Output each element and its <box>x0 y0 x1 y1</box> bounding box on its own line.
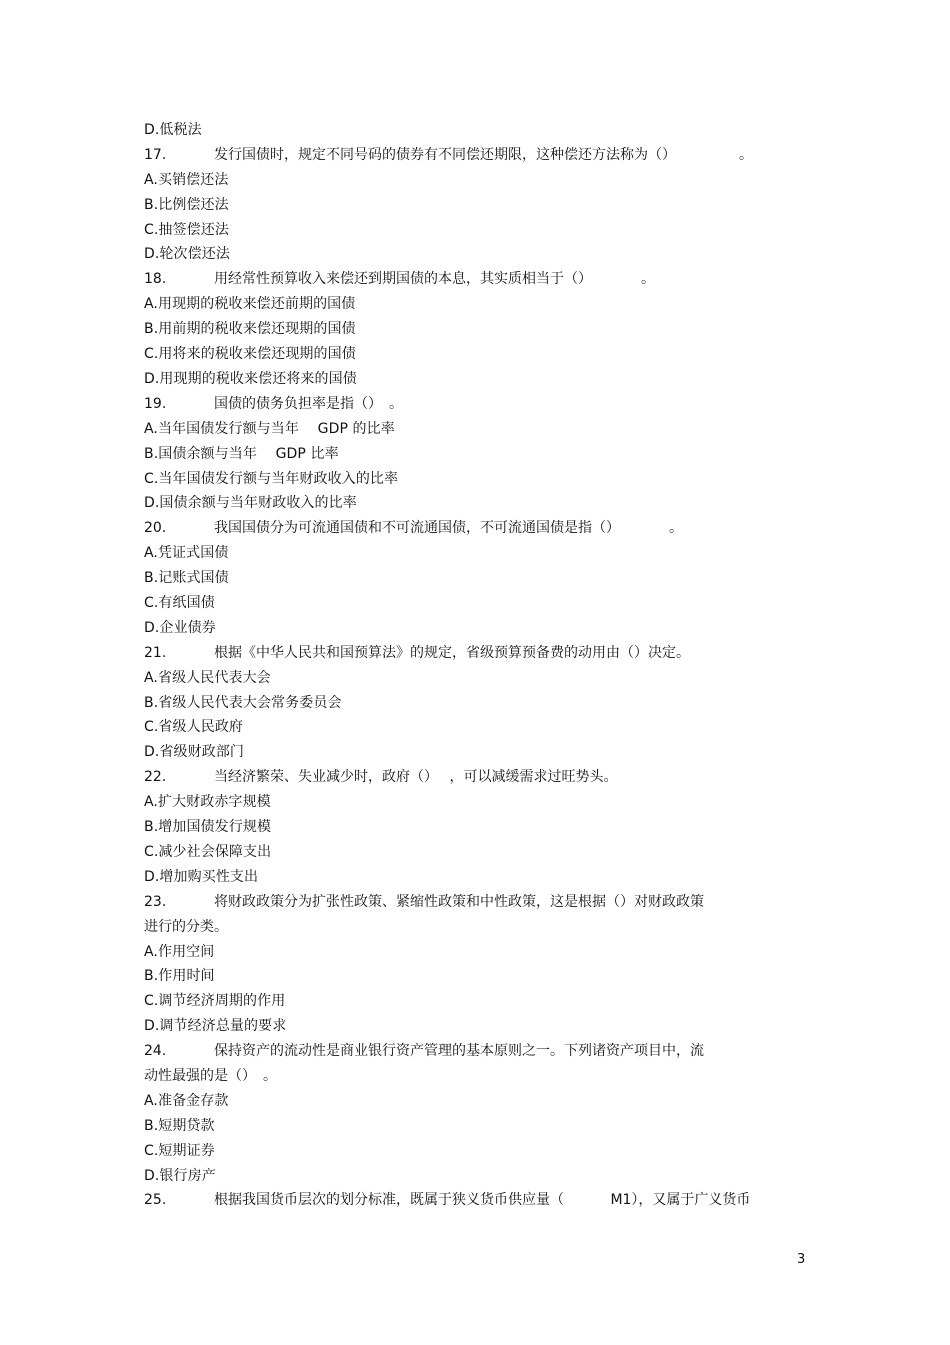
answer-option: A.买销偿还法 <box>144 171 229 188</box>
question-number: 21. <box>144 644 167 661</box>
question-line <box>144 392 824 417</box>
answer-option: B.记账式国债 <box>144 570 229 587</box>
answer-option: B.省级人民代表大会常务委员会 <box>144 694 342 711</box>
question-line <box>144 516 824 541</box>
question-text: 根据《中华人民共和国预算法》的规定，省级预算预备费的动用由（）决定。 <box>214 644 690 661</box>
answer-option: C.当年国债发行额与当年财政收入的比率 <box>144 470 399 487</box>
answer-option: B.短期贷款 <box>144 1117 215 1134</box>
question-text-continuation: 动性最强的是（） 。 <box>144 1067 277 1084</box>
answer-option: B.增加国债发行规模 <box>144 819 272 836</box>
question-line <box>144 143 824 168</box>
answer-option: A.作用空间 <box>144 943 215 960</box>
question-number: 24. <box>144 1043 167 1060</box>
question-number: 18. <box>144 271 167 288</box>
answer-option: A.准备金存款 <box>144 1092 229 1109</box>
answer-option: C.省级人民政府 <box>144 719 244 736</box>
question-number: 22. <box>144 769 167 786</box>
answer-option: A.用现期的税收来偿还前期的国债 <box>144 296 356 313</box>
answer-option: D.省级财政部门 <box>144 744 245 761</box>
answer-option: B.作用时间 <box>144 968 215 985</box>
question-number: 20. <box>144 520 167 537</box>
question-number: 17. <box>144 146 167 163</box>
answer-option: C.调节经济周期的作用 <box>144 993 286 1010</box>
answer-option: C.减少社会保障支出 <box>144 843 272 860</box>
question-line <box>144 1039 824 1064</box>
answer-option: D.增加购买性支出 <box>144 868 259 885</box>
answer-option: A.当年国债发行额与当年 GDP 的比率 <box>144 420 395 437</box>
question-number: 25. <box>144 1192 167 1209</box>
answer-option: D.用现期的税收来偿还将来的国债 <box>144 370 357 387</box>
question-text: 我国国债分为可流通国债和不可流通国债，不可流通国债是指（） 。 <box>214 520 683 537</box>
question-line <box>144 641 824 666</box>
question-text: 国债的债务负担率是指（） 。 <box>214 395 403 412</box>
question-text: 保持资产的流动性是商业银行资产管理的基本原则之一。下列诸资产项目中，流 <box>214 1043 704 1060</box>
answer-option: B.国债余额与当年 GDP 比率 <box>144 445 339 462</box>
answer-option: C.短期证券 <box>144 1142 215 1159</box>
question-line <box>144 890 824 915</box>
question-text-continuation: 进行的分类。 <box>144 918 228 935</box>
answer-option: D.银行房产 <box>144 1167 216 1184</box>
answer-option: D.轮次偿还法 <box>144 246 230 263</box>
answer-option: B.比例偿还法 <box>144 196 229 213</box>
answer-option: D.国债余额与当年财政收入的比率 <box>144 495 357 512</box>
answer-option: C.抽签偿还法 <box>144 221 229 238</box>
answer-option: B.用前期的税收来偿还现期的国债 <box>144 321 356 338</box>
question-text: 根据我国货币层次的划分标准，既属于狭义货币供应量（ M1），又属于广义货币 <box>214 1192 751 1209</box>
question-text: 将财政政策分为扩张性政策、紧缩性政策和中性政策，这是根据（）对财政政策 <box>214 893 704 910</box>
question-number: 23. <box>144 893 167 910</box>
answer-option: A.省级人民代表大会 <box>144 669 271 686</box>
page-number: 3 <box>797 1252 806 1267</box>
question-text: 发行国债时，规定不同号码的债券有不同偿还期限，这种偿还方法称为（） 。 <box>214 146 753 163</box>
answer-option: A.扩大财政赤字规模 <box>144 794 271 811</box>
answer-option: C.用将来的税收来偿还现期的国债 <box>144 346 356 363</box>
question-line <box>144 765 824 790</box>
question-text: 当经济繁荣、失业减少时，政府（） ，可以减缓需求过旺势头。 <box>214 769 618 786</box>
answer-option: C.有纸国债 <box>144 594 215 611</box>
question-list <box>144 118 824 1213</box>
question-line <box>144 267 824 292</box>
answer-option: D.企业债券 <box>144 619 216 636</box>
question-text: 用经常性预算收入来偿还到期国债的本息，其实质相当于（） 。 <box>214 271 655 288</box>
answer-option: A.凭证式国债 <box>144 545 229 562</box>
question-number: 19. <box>144 395 167 412</box>
answer-option: D.调节经济总量的要求 <box>144 1018 287 1035</box>
question-line <box>144 1188 824 1213</box>
answer-option: D.低税法 <box>144 122 202 138</box>
